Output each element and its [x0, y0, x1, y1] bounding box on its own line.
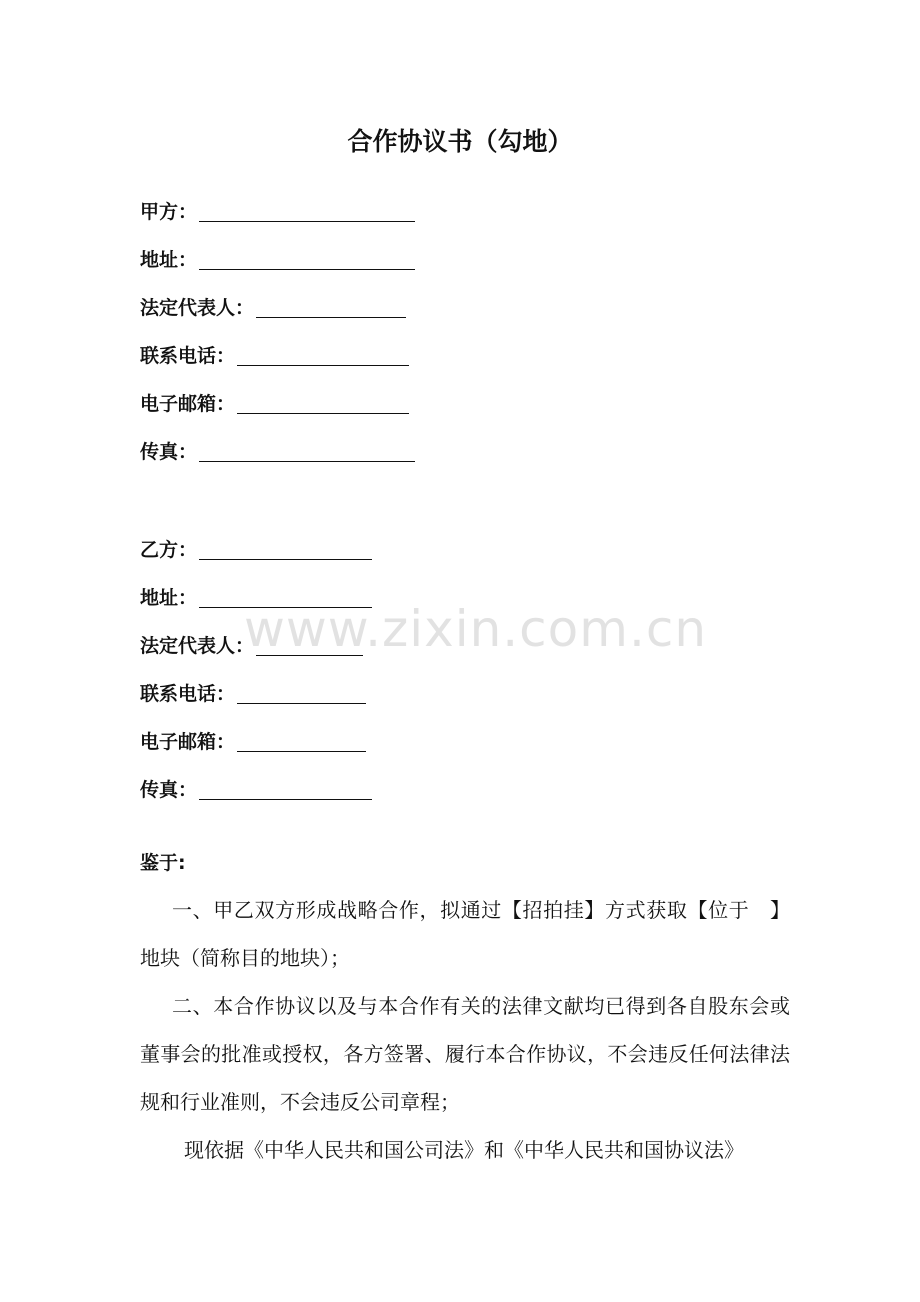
party-b-address-label: 地址： — [140, 587, 198, 609]
party-a-legal-rep-field — [140, 292, 406, 320]
party-b-email-field — [140, 726, 366, 754]
party-b-fax-blank — [199, 799, 372, 800]
party-a-phone-field — [140, 340, 409, 368]
party-b-phone-blank — [237, 703, 366, 704]
party-b-email-label: 电子邮箱： — [140, 731, 236, 753]
document-title: 合作协议书（勾地） — [347, 127, 573, 156]
party-b-fax-label: 传真： — [140, 779, 198, 801]
party-a-name-blank — [199, 221, 415, 222]
party-b-email-blank — [237, 751, 366, 752]
party-b-phone-label: 联系电话： — [140, 683, 236, 705]
party-b-name-blank — [199, 559, 372, 560]
party-b-name-field — [140, 534, 372, 562]
party-a-email-blank — [237, 413, 409, 414]
party-a-phone-blank — [237, 365, 409, 366]
party-a-name-label: 甲方： — [140, 201, 198, 223]
party-a-address-blank — [199, 269, 415, 270]
legal-basis-paragraph: 现依据《中华人民共和国公司法》和《中华人民共和国协议法》 — [184, 1138, 744, 1162]
party-a-phone-label: 联系电话： — [140, 345, 236, 367]
recital-item-1: 一、甲乙双方形成战略合作，拟通过【招拍挂】方式获取【位于 】地块（简称目的地块）； — [140, 898, 790, 970]
party-a-fax-blank — [199, 461, 415, 462]
party-a-legal-rep-blank — [256, 317, 406, 318]
party-a-email-label: 电子邮箱： — [140, 393, 236, 415]
party-a-name-field — [140, 196, 415, 224]
recital-item-2: 二、本合作协议以及与本合作有关的法律文献均已得到各自股东会或董事会的批准或授权，各方签署、履行本合作协议，不会违反任何法律法规和行业准则，不会违反公司章程； — [140, 994, 790, 1114]
watermark-text: www.zixin.com.cn — [244, 600, 708, 658]
party-a-fax-label: 传真： — [140, 441, 198, 463]
party-b-phone-field — [140, 678, 366, 706]
party-a-address-field — [140, 244, 415, 272]
recitals-heading: 鉴于: — [140, 852, 186, 874]
party-b-name-label: 乙方： — [140, 539, 198, 561]
party-a-legal-rep-label: 法定代表人： — [140, 297, 255, 319]
party-a-fax-field — [140, 436, 415, 464]
party-b-fax-field — [140, 774, 372, 802]
party-a-address-label: 地址： — [140, 249, 198, 271]
party-a-email-field — [140, 388, 409, 416]
party-b-legal-rep-label: 法定代表人： — [140, 635, 255, 657]
